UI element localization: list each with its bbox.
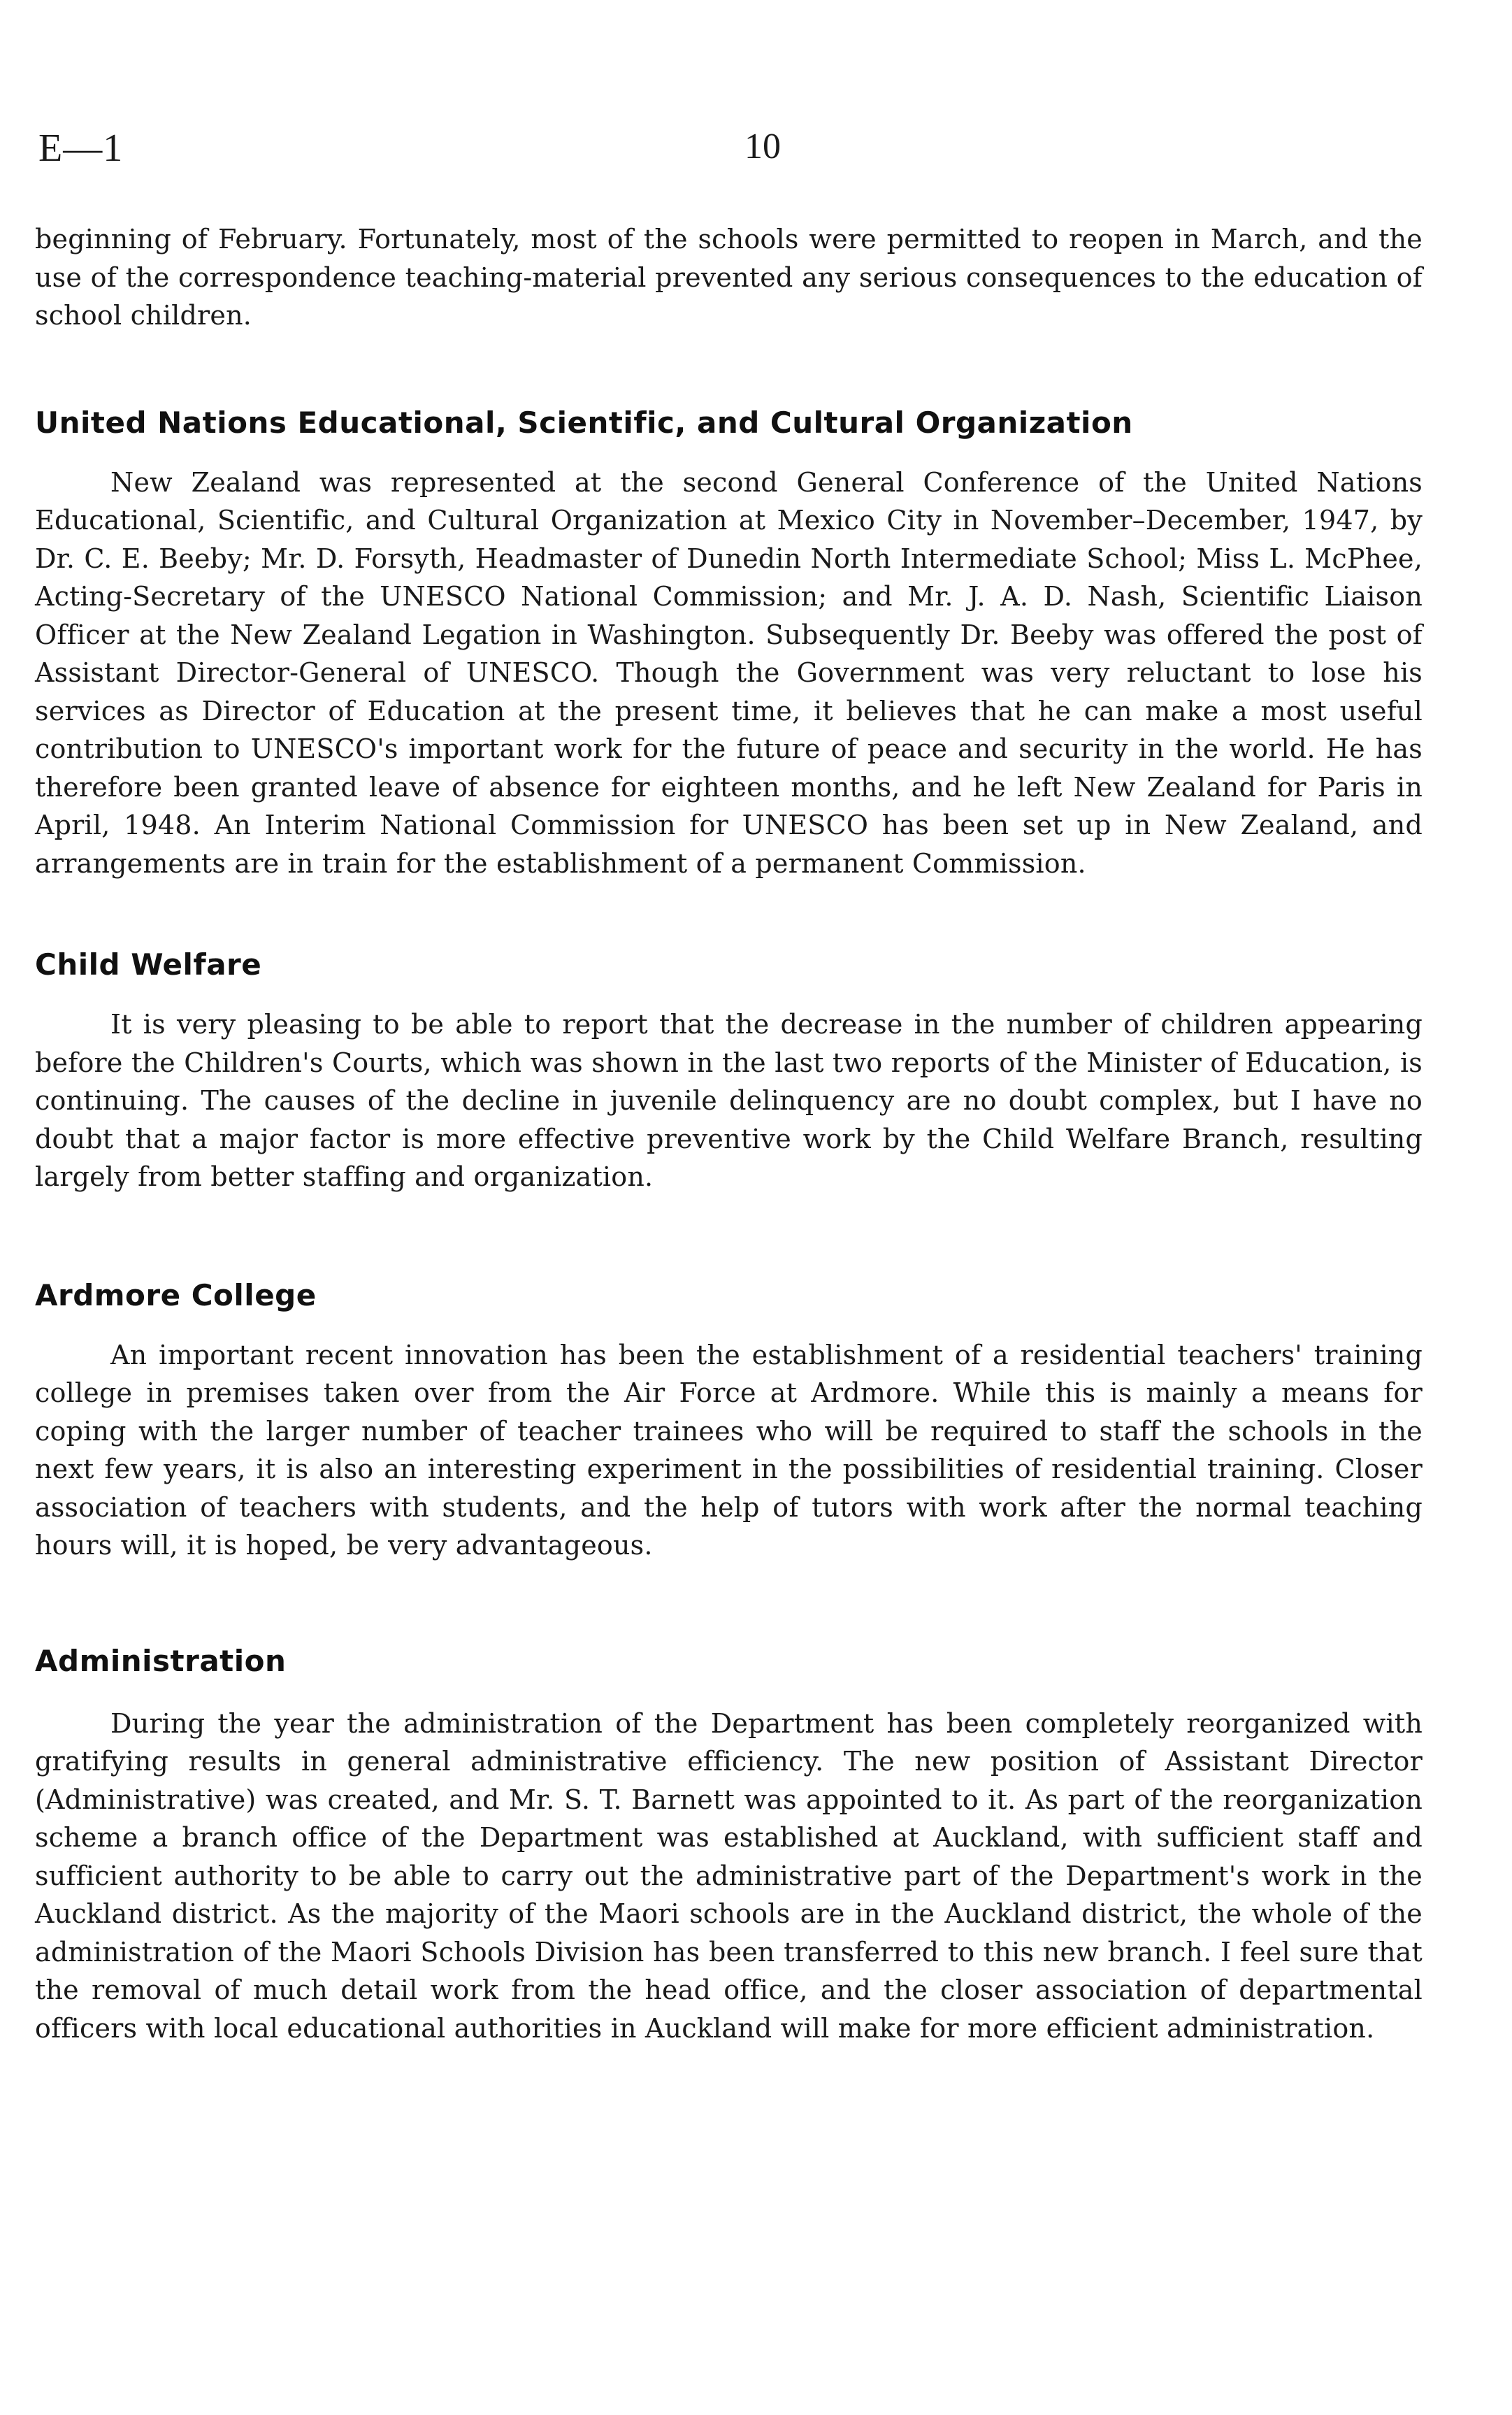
section-heading: Child Welfare	[35, 947, 262, 982]
section-paragraph: An important recent innovation has been the establishment of a residential teachers' training college in premises taken over from the Air Force at Ardmore. While this is mainly a means for coping with the larger number of teacher trainees who will be required to staff the schools in the next few years, it is also an interesting experiment in the possibilities of residential training. Closer association of teachers with students, and the help of tutors with work after the normal teaching hours will, it is hoped, be very advantageous.	[35, 1339, 1423, 1561]
section-paragraph: New Zealand was represented at the second General Conference of the United Nations Educational, Scientific, and Cultural Organization at Mexico City in November–December, 1947, by Dr. C. E. Beeby; Mr. D. Forsyth, Headmaster of Dunedin North Intermediate School; Miss L. McPhee, Acting-Secretary of the UNESCO National Commission; and Mr. J. A. D. Nash, Scientific Liaison Officer at the New Zealand Legation in Washington. Subsequently Dr. Beeby was offered the post of Assistant Director-General of UNESCO. Though the Government was very reluctant to lose his services as Director of Education at the present time, it believes that he can make a most useful contribution to UNESCO's important work for the future of peace and security in the world. He has therefore been granted leave of absence for eighteen months, and he left New Zealand for Paris in April, 1948. An Interim National Commission for UNESCO has been set up in New Zealand, and arrangements are in train for the establishment of a permanent Commission.	[35, 466, 1423, 879]
section-paragraph: During the year the administration of the Department has been completely reorganized with gratifying results in general administrative efficiency. The new position of Assistant Director (Administrative) was created, and Mr. S. T. Barnett was appointed to it. As part of the reorganization scheme a branch office of the Department was established at Auckland, with sufficient staff and sufficient authority to be able to carry out the administrative part of the Department's work in the Auckland district. As the majority of the Maori schools are in the Auckland district, the whole of the administration of the Maori Schools Division has been transferred to this new branch. I feel sure that the removal of much detail work from the head office, and the closer association of departmental officers with local educational authorities in Auckland will make for more efficient administration.	[35, 1707, 1423, 2044]
section-heading: United Nations Educational, Scientific, and Cultural Organization	[35, 405, 1133, 440]
section-paragraph: It is very pleasing to be able to report that the decrease in the number of children appearing before the Children's Courts, which was shown in the last two reports of the Minister of Education, is continuing. The causes of the decline in juvenile delinquency are no doubt complex, but I have no doubt that a major factor is more effective preventive work by the Child Welfare Branch, resulting largely from better staffing and organization.	[35, 1009, 1423, 1192]
section-ardmore-college	[35, 1275, 1423, 1565]
section-heading: Ardmore College	[35, 1277, 317, 1312]
page-number: 10	[744, 127, 781, 166]
continued-paragraph: beginning of February. Fortunately, most of the schools were permitted to reopen in March, and the use of the correspondence teaching-material prevented any serious consequences to the education of school children.	[35, 224, 1423, 331]
section-administration	[35, 1640, 1423, 2048]
section-child-welfare	[35, 944, 1423, 1196]
page-header	[38, 126, 1437, 182]
page-body	[35, 220, 1423, 2047]
section-unesco	[35, 402, 1423, 883]
document-code: E—1	[38, 127, 124, 170]
section-heading: Administration	[35, 1643, 287, 1678]
